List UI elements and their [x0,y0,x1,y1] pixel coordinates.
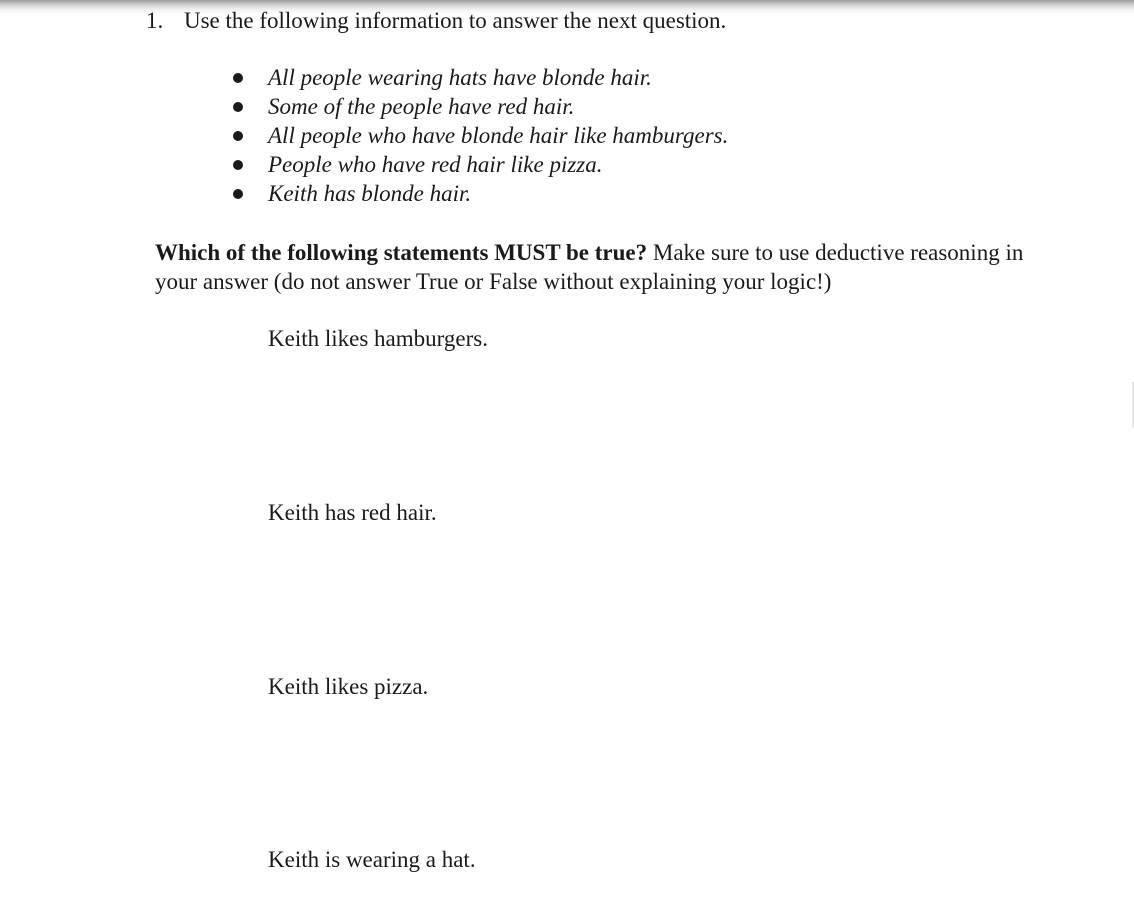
statement-keith-likes-hamburgers: Keith likes hamburgers. [268,326,488,351]
premise-text: Keith has blonde hair. [268,181,472,206]
bullet-icon [233,160,243,170]
question-number: 1. [146,8,164,33]
statement-keith-wearing-hat: Keith is wearing a hat. [268,847,476,872]
bullet-icon [233,131,243,141]
question-intro: Use the following information to answer the next question. [184,8,727,33]
statement-keith-has-red-hair: Keith has red hair. [268,500,437,525]
premise-text: People who have red hair like pizza. [268,152,603,177]
bullet-icon [233,102,243,112]
bullet-icon [233,189,243,199]
question-prompt-instructions: Make sure to use deductive reasoning in your answer (do not answer True or False without explaining your logic!) [155,240,1024,294]
bullet-icon [233,73,243,83]
premise-text: Some of the people have red hair. [268,94,575,119]
question-prompt [155,238,1055,296]
premise-text: All people wearing hats have blonde hair. [268,65,652,90]
question-prompt-bold: Which of the following statements MUST be true? [155,240,648,265]
premise-text: All people who have blonde hair like hamburgers. [268,123,729,148]
statement-keith-likes-pizza: Keith likes pizza. [268,674,429,699]
